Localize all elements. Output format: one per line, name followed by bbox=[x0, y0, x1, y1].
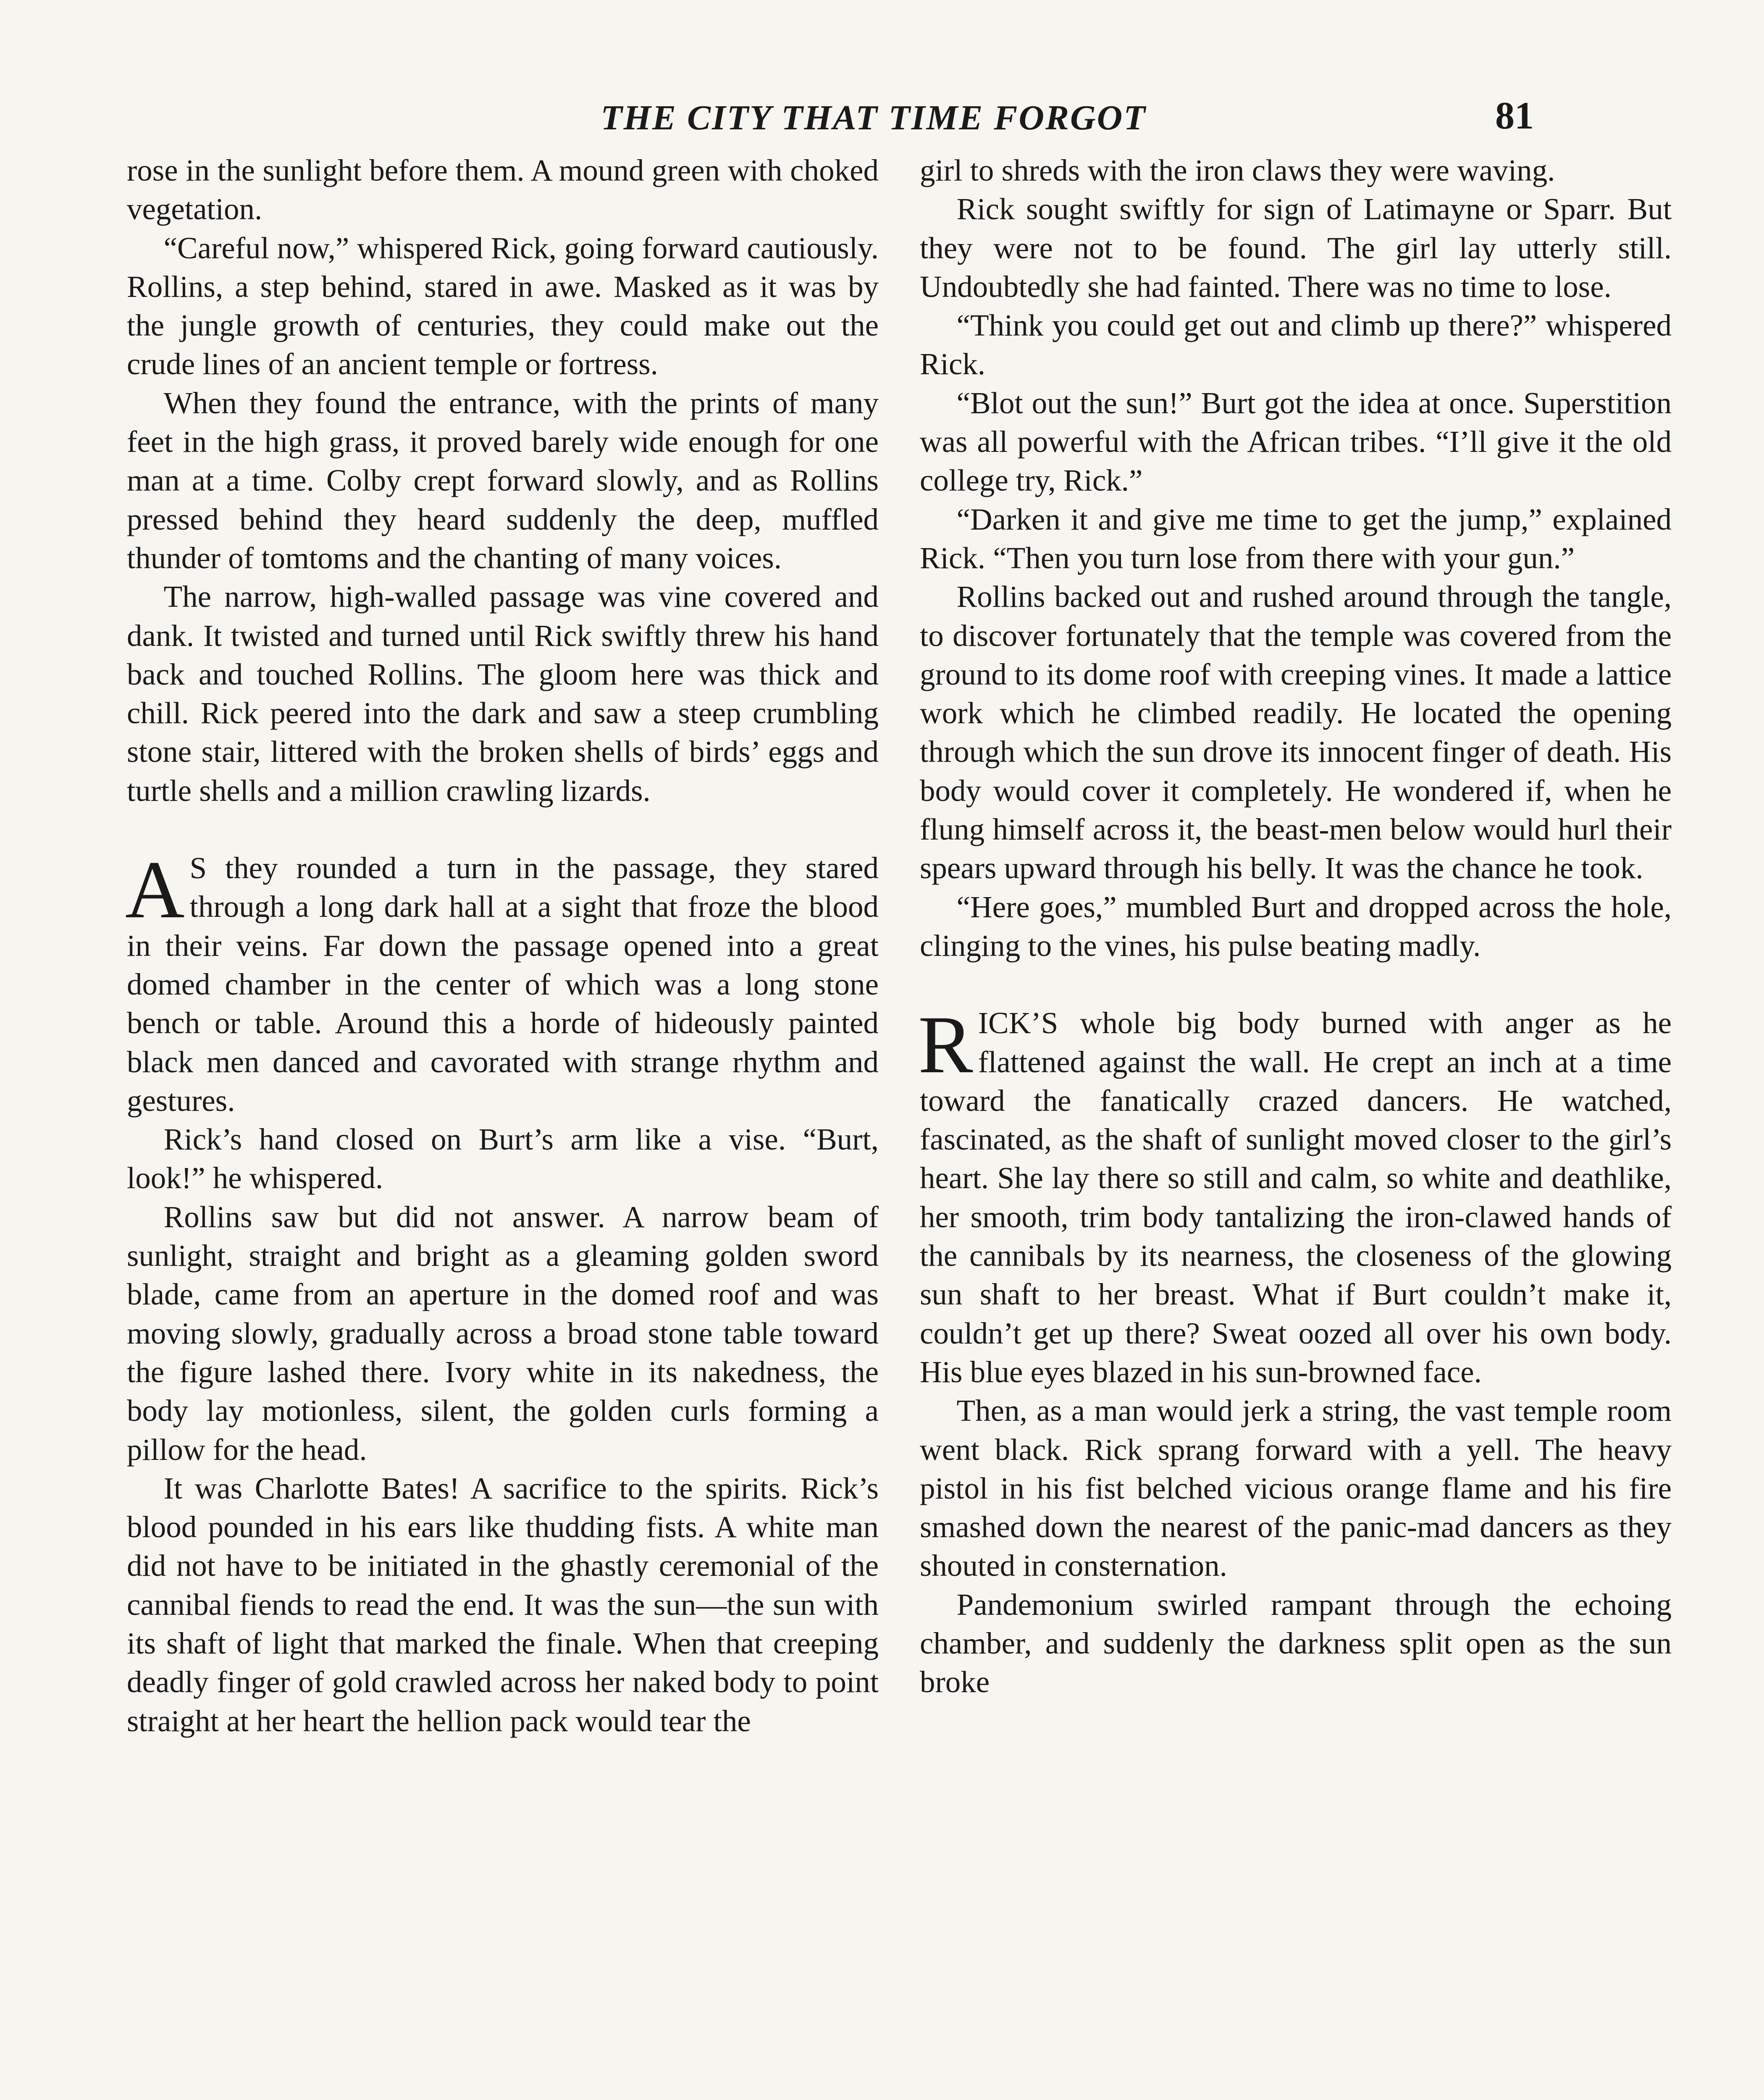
drop-cap: A bbox=[125, 844, 185, 936]
paragraph: rose in the sunlight before them. A mound green with choked vegetation. bbox=[127, 153, 879, 226]
section-opening-paragraph bbox=[125, 844, 879, 1120]
running-head-title: THE CITY THAT TIME FORGOT bbox=[601, 98, 1147, 137]
paragraph: “Here goes,” mumbled Burt and dropped across the hole, clinging to the vines, his pulse beating madly. bbox=[920, 890, 1672, 963]
paragraph: Rollins backed out and rushed around through the tangle, to discover fortunately that the temple was covered from the ground to its dome roof with creeping vines. It made a lattice work which he climbed readily. He located the opening through which the sun drove its innocent finger of death. His body would cover it completely. He wondered if, when he flung himself across it, the beast-men below would hurl their spears upward through his belly. It was the chance he took. bbox=[920, 580, 1672, 885]
paragraph: Pandemonium swirled rampant through the echoing chamber, and suddenly the darkness split open as the sun broke bbox=[920, 1587, 1672, 1699]
paragraph: It was Charlotte Bates! A sacrifice to the spirits. Rick’s blood pounded in his ears like thudding fists. A white man did not have to be initiated in the ghastly ceremonial of the cannibal fiends to read the end. It was the sun—the sun with its shaft of light that marked the finale. When that creeping deadly finger of gold crawled across her naked body to point straight at her heart the hellion pack would tear the bbox=[127, 1471, 879, 1738]
paragraph-text: S they rounded a turn in the passage, they stared through a long dark hall at a sight that froze the blood in their veins. Far down the passage opened into a great domed chamber in the center of which was a long stone bench or table. Around this a horde of hideously painted black men danced and cavorated with strange rhythm and gestures. bbox=[127, 851, 879, 1118]
paragraph: When they found the entrance, with the prints of many feet in the high grass, it proved barely wide enough for one man at a time. Colby crept forward slowly, and as Rollins pressed behind they heard suddenly the deep, muffled thunder of tomtoms and the chanting of many voices. bbox=[127, 386, 879, 575]
paragraph: “Think you could get out and climb up there?” whispered Rick. bbox=[920, 308, 1672, 381]
page-number: 81 bbox=[1495, 94, 1534, 137]
paragraph: Then, as a man would jerk a string, the vast temple room went black. Rick sprang forward with a yell. The heavy pistol in his fist belched vicious orange flame and his fire smashed down the nearest of the panic-mad dancers as they shouted in consternation. bbox=[920, 1394, 1672, 1583]
paragraph: The narrow, high-walled passage was vine covered and dank. It twisted and turned until Rick swiftly threw his hand back and touched Rollins. The gloom here was thick and chill. Rick peered into the dark and saw a steep crumbling stone stair, littered with the broken shells of birds’ eggs and turtle shells and a million crawling lizards. bbox=[127, 580, 879, 808]
paragraph: Rick’s hand closed on Burt’s arm like a vise. “Burt, look!” he whispered. bbox=[127, 1122, 879, 1195]
paragraph: girl to shreds with the iron claws they were waving. bbox=[920, 153, 1555, 187]
paragraph: “Blot out the sun!” Burt got the idea at once. Superstition was all powerful with the African tribes. “I’ll give it the old college try, Rick.” bbox=[920, 386, 1672, 498]
paragraph: Rollins saw but did not answer. A narrow beam of sunlight, straight and bright as a gleaming golden sword blade, came from an aperture in the domed roof and was moving slowly, gradually across a broad stone table toward the figure lashed there. Ivory white in its nakedness, the body lay motionless, silent, the golden curls forming a pillow for the head. bbox=[127, 1200, 879, 1467]
left-column bbox=[127, 151, 879, 1740]
section-opening-paragraph bbox=[918, 999, 1672, 1391]
right-column bbox=[920, 151, 1672, 1702]
paragraph: “Careful now,” whispered Rick, going forward cautiously. Rollins, a step behind, stared in awe. Masked as it was by the jungle growth of centuries, they could make out the crude lines of an ancient temple or fortress. bbox=[127, 231, 879, 381]
drop-cap: R bbox=[918, 999, 973, 1091]
paragraph: “Darken it and give me time to get the jump,” explained Rick. “Then you turn lose from there with your gun.” bbox=[920, 502, 1672, 575]
paragraph: Rick sought swiftly for sign of Latimayne or Sparr. But they were not to be found. The girl lay utterly still. Undoubtedly she had fainted. There was no time to lose. bbox=[920, 192, 1672, 304]
paragraph-text: ICK’S whole big body burned with anger as he flattened against the wall. He crept an inch at a time toward the fanatically crazed dancers. He watched, fascinated, as the shaft of sunlight moved closer to the girl’s heart. She lay there so still and calm, so white and deathlike, her smooth, trim body tantalizing the iron-clawed hands of the cannibals by its nearness, the closeness of the glowing sun shaft to her breast. What if Burt couldn’t make it, couldn’t get up there? Sweat oozed all over his own body. His blue eyes blazed in his sun-browned face. bbox=[920, 1006, 1672, 1389]
